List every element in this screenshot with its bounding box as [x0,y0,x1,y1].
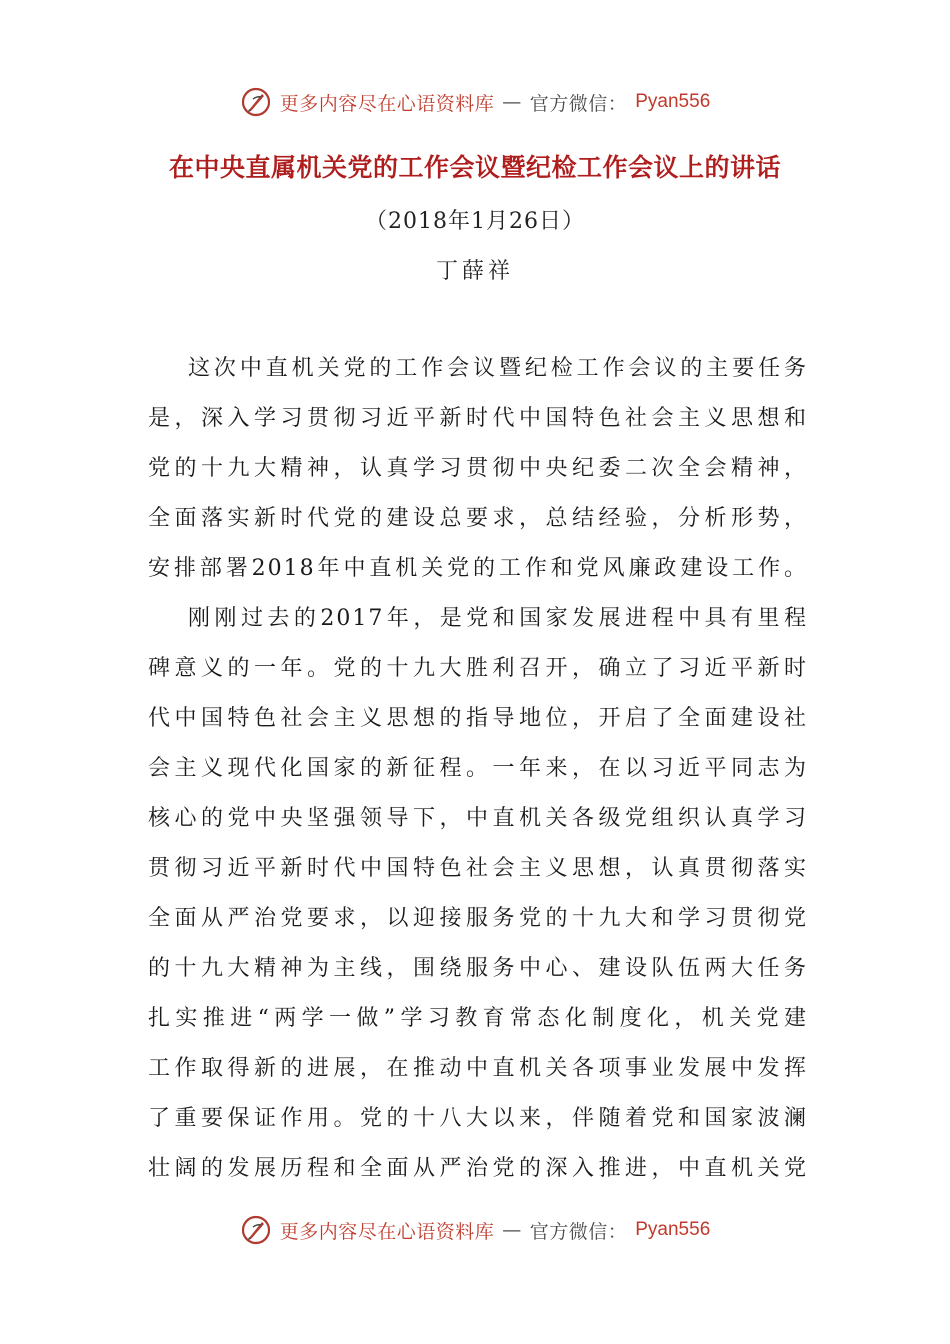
banner-dash: — [502,91,522,113]
body-line: 党的十九大精神，认真学习贯彻中央纪委二次全会精神， [148,456,808,481]
body-line: 贯彻习近平新时代中国特色社会主义思想，认真贯彻落实 [148,856,808,881]
body-line: 刚刚过去的2017年，是党和国家发展进程中具有里程 [188,606,808,631]
banner-wechat-label: 官方微信： [529,1220,628,1243]
body-line: 扎实推进“两学一做”学习教育常态化制度化，机关党建 [148,1006,808,1031]
body-line: 代中国特色社会主义思想的指导地位，开启了全面建设社 [148,706,808,731]
body-line: 是，深入学习贯彻习近平新时代中国特色社会主义思想和 [148,406,808,431]
document-author: 丁薛祥 [435,259,514,284]
body-line: 安排部署2018年中直机关党的工作和党风廉政建设工作。 [148,556,808,581]
body-line: 壮阔的发展历程和全面从严治党的深入推进，中直机关党 [148,1156,808,1181]
body-line: 全面落实新时代党的建设总要求，总结经验，分析形势， [148,506,808,531]
body-line: 核心的党中央坚强领导下，中直机关各级党组织认真学习 [148,806,808,831]
banner-wechat-label: 官方微信： [529,92,628,115]
banner-wechat-id: Pyan556 [635,91,711,112]
banner-wechat-id: Pyan556 [635,1219,711,1240]
banner-text: 更多内容尽在心语资料库 [279,1220,495,1243]
banner-text: 更多内容尽在心语资料库 [279,92,495,115]
body-line: 碑意义的一年。党的十九大胜利召开，确立了习近平新时 [148,656,808,681]
document-body [148,344,808,1194]
banner-dash: — [502,1219,522,1241]
body-line: 了重要保证作用。党的十八大以来，伴随着党和国家波澜 [148,1106,808,1131]
body-line: 会主义现代化国家的新征程。一年来，在以习近平同志为 [148,756,808,781]
document-date: （2018年1月26日） [365,209,585,234]
body-line: 工作取得新的进展，在推动中直机关各项事业发展中发挥 [148,1056,808,1081]
quill-logo-icon [240,86,272,118]
body-line: 这次中直机关党的工作会议暨纪检工作会议的主要任务 [188,356,808,381]
body-line: 全面从严治党要求，以迎接服务党的十九大和学习贯彻党 [148,906,808,931]
quill-logo-icon [240,1214,272,1246]
footer-banner [0,1208,950,1252]
header-banner [0,80,950,124]
body-line: 的十九大精神为主线，围绕服务中心、建设队伍两大任务 [148,956,808,981]
document-title: 在中央直属机关党的工作会议暨纪检工作会议上的讲话 [168,153,781,182]
